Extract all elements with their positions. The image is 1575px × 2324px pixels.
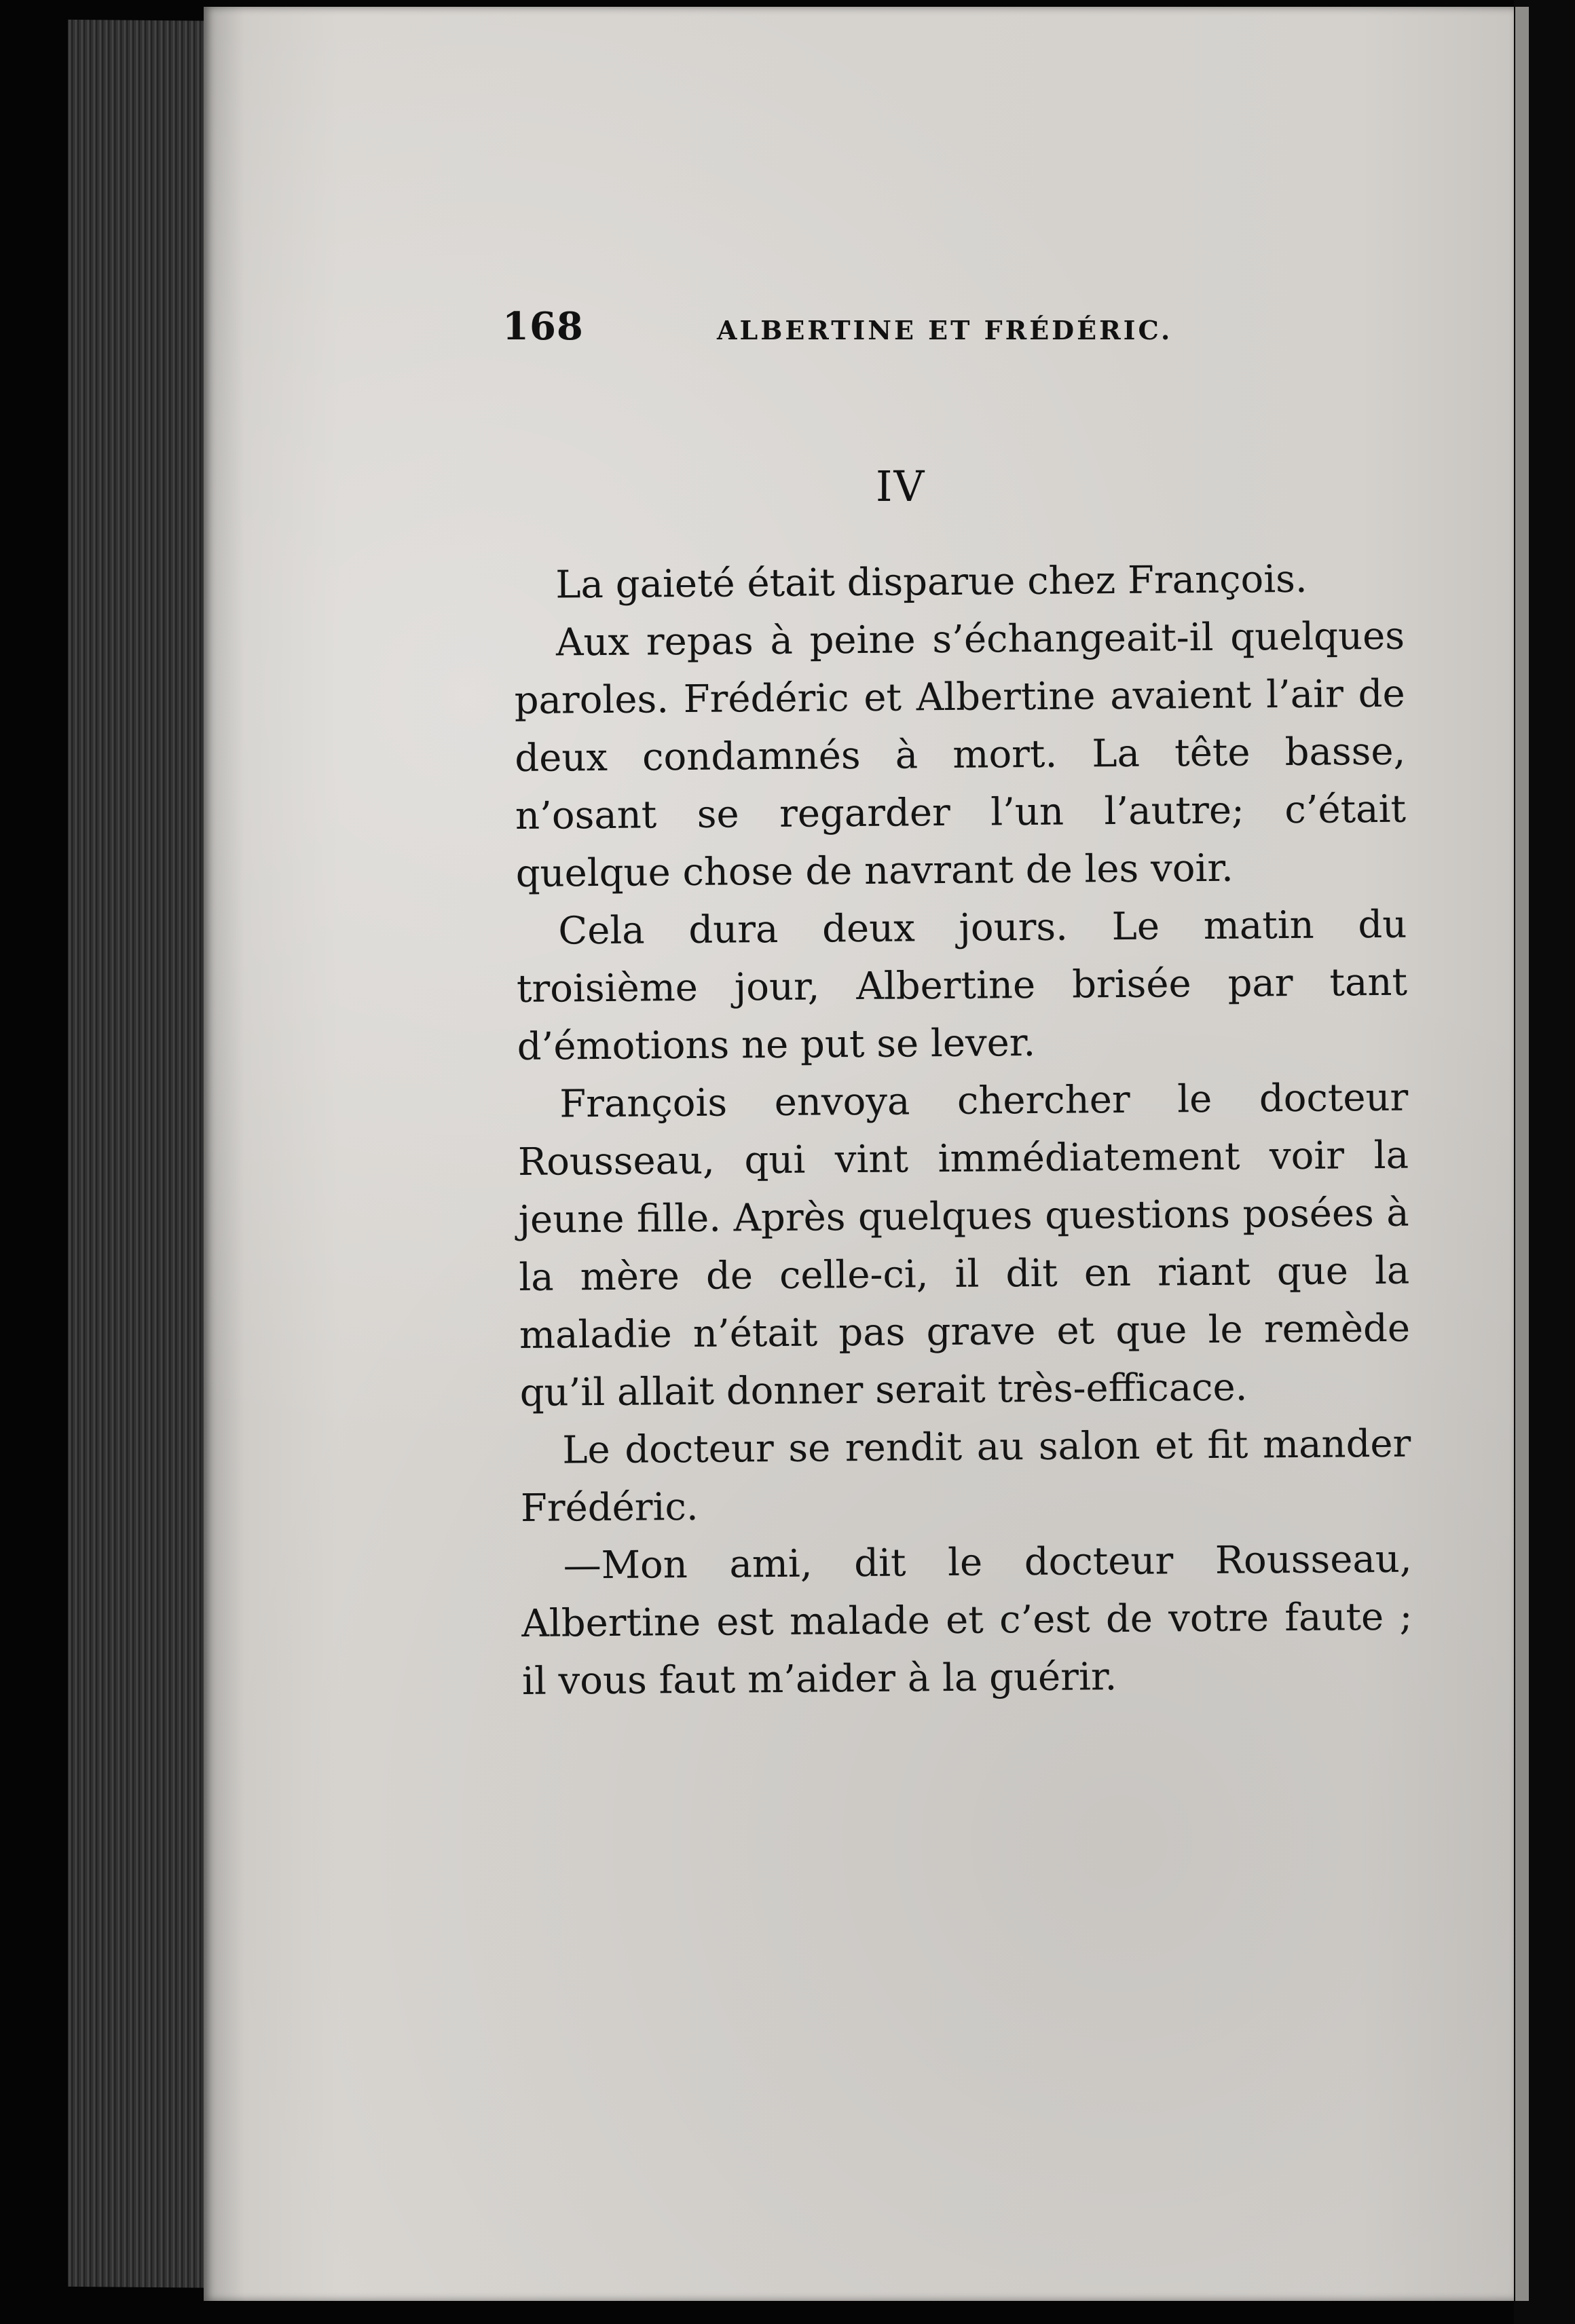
paragraph: La gaieté était disparue chez François. xyxy=(555,557,1308,607)
running-title: ALBERTINE ET FRÉDÉRIC. xyxy=(717,315,1173,345)
chapter-heading: IV xyxy=(876,462,926,511)
running-head xyxy=(502,304,1249,352)
paragraph: Cela dura deux jours. Le matin du troisième jour, Albertine brisée par tant d’émotions ne put se lever. xyxy=(516,902,1408,1069)
facing-page-edge xyxy=(1515,7,1529,2301)
paragraph: Le docteur se rendit au salon et fit mander Frédéric. xyxy=(520,1421,1411,1531)
paragraph: —Mon ami, dit le docteur Rousseau, Albertine est malade et c’est de votre faute ; il vous faut m’aider à la guérir. xyxy=(521,1537,1413,1704)
paragraph: François envoya chercher le docteur Rousseau, qui vint immédiatement voir la jeune fille. Après quelques questions posées à la mère de celle-ci, il dit en riant que la maladie n’était pas grave et que le remède qu’il allait donner serait très-efficace. xyxy=(517,1075,1411,1415)
page-number: 168 xyxy=(502,304,584,349)
paragraph: Aux repas à peine s’échangeait-il quelques paroles. Frédéric et Albertine avaient l’air de deux condamnés à mort. La tête basse, n’osant se regarder l’un l’autre; c’était quelque chose de navrant de les voir. xyxy=(514,614,1407,896)
body-text xyxy=(513,550,1413,1710)
